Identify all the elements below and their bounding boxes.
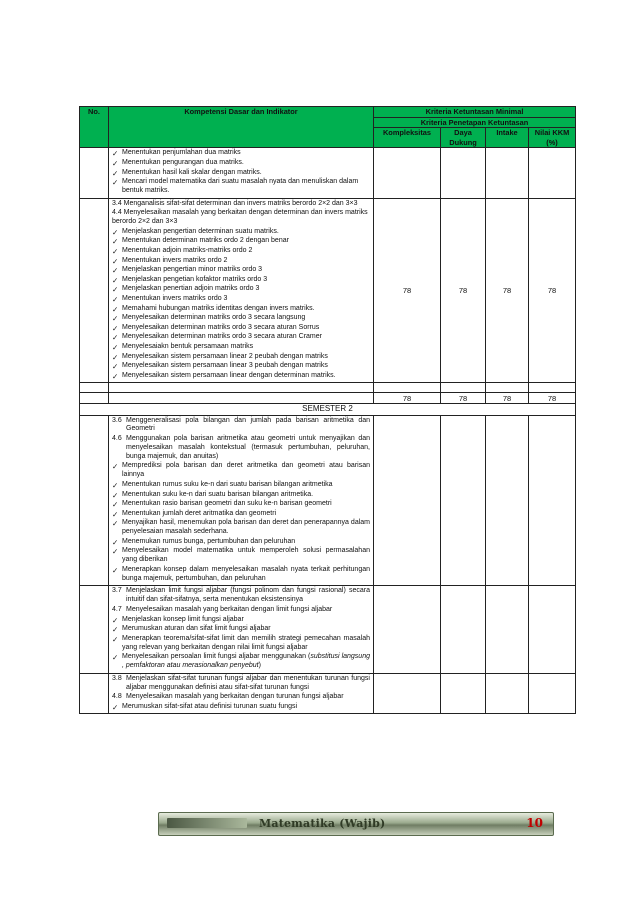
- list-item: ✓ Merumuskan aturan dan sifat limit fungsi aljabar: [112, 625, 271, 635]
- list-item: ✓ Menyelesaikan determinan matriks ordo 3 secara aturan Sorrus: [112, 323, 320, 333]
- checkmark-icon: ✓: [112, 565, 119, 575]
- header-kompleksitas: Kompleksitas: [374, 128, 441, 148]
- list-item: ✓ Menjelaskan konsep limit fungsi aljabar: [112, 615, 244, 625]
- checkmark-icon: ✓: [112, 547, 119, 557]
- checkmark-icon: ✓: [112, 490, 119, 500]
- list-item: ✓ Menyelesaikan sistem persamaan linear 3 peubah dengan matriks: [112, 362, 328, 372]
- list-item: ✓ Menerapkan konsep dalam menyelesaikan masalah nyata terkait perhitungan bunga majemuk, pertumbuhan, dan peluruhan: [112, 565, 370, 582]
- list-item: ✓ Menentukan rasio barisan geometri dan suku ke-n barisan geometri: [112, 500, 332, 510]
- list-item: ✓ Menyelesaikan determinan matriks ordo 3 secara langsung: [112, 314, 306, 324]
- list-item: ✓ Menentukan rumus suku ke-n dari suatu barisan bilangan aritmetika: [112, 480, 333, 490]
- checkmark-icon: ✓: [112, 294, 119, 304]
- checkmark-icon: ✓: [112, 323, 119, 333]
- table-row: [80, 673, 576, 714]
- summary-daya-dukung: 78: [441, 393, 486, 404]
- kd-item: 4.8 Menyelesaikan masalah yang berkaitan dengan turunan fungsi aljabar: [112, 693, 344, 701]
- list-item: ✓ Menyajikan hasil, menemukan pola barisan dan deret dan penerapannya dalam penyelesaian masalah sederhana.: [112, 519, 370, 536]
- checkmark-icon: ✓: [112, 333, 119, 343]
- header-kriteria-minimal: Kriteria Ketuntasan Minimal: [374, 107, 576, 118]
- kompleksitas-value: 78: [374, 198, 441, 383]
- competency-cell: [109, 415, 374, 586]
- footer-decoration: [167, 818, 247, 828]
- checkmark-icon: ✓: [112, 509, 119, 519]
- list-item: ✓ Menentukan adjoin matriks-matriks ordo 2: [112, 246, 253, 256]
- checkmark-icon: ✓: [112, 266, 119, 276]
- page-number: 10: [526, 816, 543, 830]
- checkmark-icon: ✓: [112, 500, 119, 510]
- list-item: ✓ Menyelesaikan sistem persamaan linear 2 peubah dengan matriks: [112, 352, 328, 362]
- table-row: [80, 148, 576, 198]
- kd-item: 4.7 Menyelesaikan masalah yang berkaitan dengan limit fungsi aljabar: [112, 605, 333, 613]
- list-item: ✓ Menjelaskan pengertian minor matriks ordo 3: [112, 266, 263, 276]
- checkmark-icon: ✓: [112, 342, 119, 352]
- list-item: ✓ Menyelesaikan determinan matriks ordo 3 secara aturan Cramer: [112, 333, 322, 343]
- semester-row: [80, 404, 576, 415]
- checkmark-icon: ✓: [112, 178, 119, 188]
- footer-title: Matematika (Wajib): [259, 817, 386, 830]
- list-item: ✓ Merumuskan sifat-sifat atau definisi turunan suatu fungsi: [112, 702, 298, 712]
- checkmark-icon: ✓: [112, 653, 119, 663]
- checkmark-icon: ✓: [112, 227, 119, 237]
- list-item: ✓ Menentukan pengurangan dua matriks.: [112, 159, 244, 169]
- summary-intake: 78: [486, 393, 529, 404]
- list-item: ✓ Menentukan suku ke-n dari suatu barisan bilangan aritmetika.: [112, 490, 314, 500]
- checkmark-icon: ✓: [112, 237, 119, 247]
- header-intake: Intake: [486, 128, 529, 148]
- kd-item: 3.6 Menggeneralisasi pola bilangan dan jumlah pada barisan aritmetika dan Geometri: [112, 416, 370, 433]
- checkmark-icon: ✓: [112, 304, 119, 314]
- checkmark-icon: ✓: [112, 159, 119, 169]
- list-item: ✓ Menentukan hasil kali skalar dengan matriks.: [112, 168, 262, 178]
- checkmark-icon: ✓: [112, 352, 119, 362]
- list-item: ✓ Menemukan rumus bunga, pertumbuhan dan peluruhan: [112, 537, 296, 547]
- list-item: ✓ Menjelaskan penertian adjoin matriks ordo 3: [112, 285, 260, 295]
- footer-banner: [158, 812, 554, 836]
- list-item: ✓ Menjelaskan pengertian determinan suatu matriks.: [112, 227, 279, 237]
- kkm-table: [79, 106, 576, 714]
- checkmark-icon: ✓: [112, 275, 119, 285]
- kd-item: 3.4 Menganalisis sifat-sifat determinan dan invers matriks berordo 2×2 dan 3×3: [112, 199, 358, 207]
- list-item: ✓ Menentukan penjumlahan dua matriks: [112, 149, 241, 159]
- checkmark-icon: ✓: [112, 168, 119, 178]
- kd-item: 3.8 Menjelaskan sifat-sifat turunan fungsi aljabar dan menentukan turunan fungsi aljabar menggunakan definisi atau sifat-sifat turunan fungsi: [112, 674, 370, 691]
- kd-item: 3.7 Menjelaskan limit fungsi aljabar (fungsi polinom dan fungsi rasional) secara intuitif dan sifat-sifatnya, serta menentukan eksistensinya: [112, 587, 370, 604]
- table-row: [80, 415, 576, 586]
- checkmark-icon: ✓: [112, 519, 119, 529]
- semester-label: SEMESTER 2: [80, 404, 576, 415]
- header-daya-dukung: Daya Dukung: [441, 128, 486, 148]
- intake-value: 78: [486, 198, 529, 383]
- list-item: ✓ Menyelesaiakn bentuk persamaan matriks: [112, 342, 254, 352]
- summary-nilai-kkm: 78: [529, 393, 576, 404]
- competency-cell: [109, 673, 374, 714]
- header-kriteria-penetapan: Kriteria Penetapan Ketuntasan: [374, 118, 576, 128]
- table-row: [80, 198, 576, 383]
- checkmark-icon: ✓: [112, 149, 119, 159]
- daya-dukung-value: 78: [441, 198, 486, 383]
- list-item: ✓ Menjelaskan pengetian kofaktor matriks ordo 3: [112, 275, 268, 285]
- competency-cell: [109, 148, 374, 198]
- list-item: ✓ Menentukan jumlah deret aritmatika dan geometri: [112, 509, 277, 519]
- checkmark-icon: ✓: [112, 625, 119, 635]
- list-item: ✓ Menentukan determinan matriks ordo 2 dengan benar: [112, 237, 289, 247]
- list-item: ✓ Menyelesaikan model matematika untuk memperoleh solusi permasalahan yang diberikan: [112, 547, 370, 564]
- list-item: ✓ Menerapkan teorema/sifat-sifat limit dan memilih strategi pemecahan masalah yang relevan yang berkaitan dengan nilai limit fungsi aljabar: [112, 634, 370, 651]
- list-item: ✓ Menyelesaikan sistem persamaan linear dengan determinan matriks.: [112, 371, 336, 381]
- checkmark-icon: ✓: [112, 462, 119, 472]
- indicator-list: [112, 228, 370, 381]
- header-kompetensi: Kompetensi Dasar dan Indikator: [109, 107, 374, 148]
- list-item: ✓ Memahami hubungan matriks identitas dengan invers matriks.: [112, 304, 315, 314]
- list-item: ✓ Menentukan invers matriks ordo 3: [112, 294, 228, 304]
- checkmark-icon: ✓: [112, 371, 119, 381]
- checkmark-icon: ✓: [112, 615, 119, 625]
- list-item: ✓ Menentukan invers matriks ordo 2: [112, 256, 228, 266]
- header-no: No.: [80, 107, 109, 148]
- competency-cell: [109, 586, 374, 673]
- checkmark-icon: ✓: [112, 480, 119, 490]
- summary-row: [80, 393, 576, 404]
- checkmark-icon: ✓: [112, 285, 119, 295]
- checkmark-icon: ✓: [112, 634, 119, 644]
- checkmark-icon: ✓: [112, 702, 119, 712]
- checkmark-icon: ✓: [112, 256, 119, 266]
- kd-item: 4.4 Menyelesaikan masalah yang berkaitan dengan determinan dan invers matriks berordo 2×2 dan 3×3: [112, 209, 368, 226]
- nilai-kkm-value: 78: [529, 198, 576, 383]
- list-item: ✓ Mencari model matematika dari suatu masalah nyata dan menuliskan dalam bentuk matriks.: [112, 178, 359, 195]
- checkmark-icon: ✓: [112, 362, 119, 372]
- competency-cell: [109, 198, 374, 383]
- list-item: ✓ Menyelesaikan persoalan limit fungsi aljabar menggunakan (substitusi langsung , pemfaktoran atau merasionalkan penyebut): [112, 653, 370, 670]
- kd-item: 4.6 Menggunakan pola barisan aritmetika atau geometri untuk menyajikan dan menyelesaikan masalah kontekstual (termasuk pertumbuhan, peluruhan, bunga majemuk, dan anuitas): [112, 435, 370, 460]
- table-row: [80, 586, 576, 673]
- table-row: [80, 383, 576, 393]
- checkmark-icon: ✓: [112, 537, 119, 547]
- list-item: ✓ Memprediksi pola barisan dan deret aritmetika dan geometri atau barisan lainnya: [112, 462, 370, 479]
- summary-kompleksitas: 78: [374, 393, 441, 404]
- checkmark-icon: ✓: [112, 246, 119, 256]
- header-nilai-kkm: Nilai KKM (%): [529, 128, 576, 148]
- checkmark-icon: ✓: [112, 314, 119, 324]
